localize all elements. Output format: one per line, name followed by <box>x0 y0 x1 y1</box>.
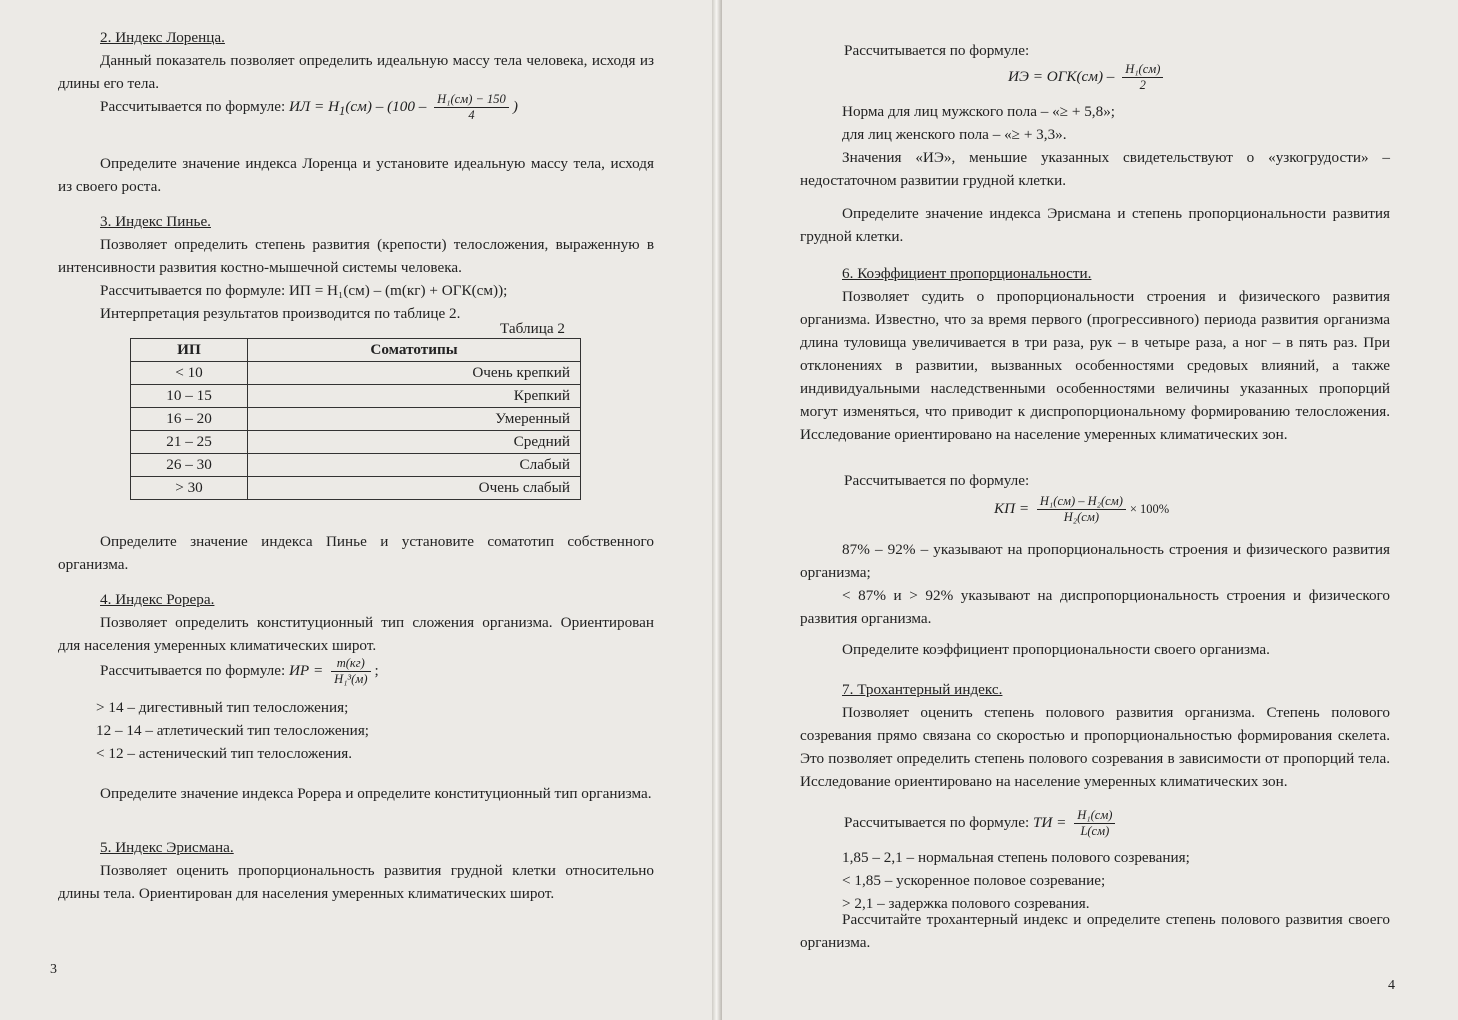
table-row <box>131 454 581 477</box>
erisman-title: 5. Индекс Эрисмана. <box>100 839 234 856</box>
pignet-task: Определите значение индекса Пинье и установите соматотип собственного организма. <box>58 533 654 573</box>
norm-note: Значения «ИЭ», меньшие указанных свидетельствуют о «узкогрудости» – недостаточном развитии грудной клетки. <box>800 149 1390 189</box>
right-page <box>722 0 1458 1020</box>
rohrer-section <box>58 588 654 657</box>
table-cell-ip: < 10 <box>131 362 248 385</box>
lorenz-task: Определите значение индекса Лоренца и установите идеальную массу тела, исходя из своего роста. <box>58 155 654 195</box>
erisman-formula-lead: Рассчитывается по формуле: <box>844 42 1030 59</box>
proportion-result: < 87% и > 92% указывают на диспропорциональность строения и физического развития организма. <box>800 587 1390 627</box>
rohrer-criterion: 12 – 14 – атлетический тип телосложения; <box>96 722 370 739</box>
lorenz-title: 2. Индекс Лоренца. <box>100 29 225 46</box>
trochanter-fraction: $\frac{\text{H₁(см)}}{L(см)}$ <box>1074 808 1115 839</box>
lorenz-text: Данный показатель позволяет определить идеальную массу тела человека, исходя из длины его тела. <box>58 52 654 92</box>
table-cell-ip: 21 – 25 <box>131 431 248 454</box>
proportion-result: 87% – 92% – указывают на пропорциональность строения и физического развития организма; <box>800 541 1390 581</box>
pignet-text: Позволяет определить степень развития (крепости) телосложения, выраженную в интенсивности развития костно-мышечной системы человека. <box>58 236 654 276</box>
table-cell-somatotype: Средний <box>248 431 581 454</box>
norm-male: Норма для лиц мужского пола – «≥ + 5,8»; <box>842 103 1116 120</box>
proportion-formula: КП = $\frac{\text{H₁(см) – H₂(см)}}{\text{H₂(см)}}$ × 100% <box>994 494 1170 524</box>
rohrer-title: 4. Индекс Рорера. <box>100 591 215 608</box>
trochanter-criterion: 1,85 – 2,1 – нормальная степень полового созревания; <box>842 849 1190 866</box>
proportion-task: Определите коэффициент пропорциональности своего организма. <box>842 641 1270 658</box>
proportion-formula-lead: Рассчитывается по формуле: <box>844 472 1030 489</box>
trochanter-criteria <box>842 846 1392 915</box>
proportion-section <box>800 262 1390 446</box>
table-caption: Таблица 2 <box>500 320 565 337</box>
table-row <box>131 408 581 431</box>
erisman-task: Определите значение индекса Эрисмана и степень пропорциональности развития грудной клетки. <box>800 205 1390 245</box>
pignet-title: 3. Индекс Пинье. <box>100 213 211 230</box>
table-cell-ip: > 30 <box>131 477 248 500</box>
rohrer-criterion: < 12 – астенический тип телосложения. <box>96 745 353 762</box>
rohrer-fraction: $\frac{m(кг)}{\text{H₁³(м)}}$ <box>331 656 370 687</box>
trochanter-section <box>800 678 1390 793</box>
somatotype-table <box>130 338 581 500</box>
rohrer-task: Определите значение индекса Рорера и определите конституционный тип организма. <box>100 785 652 802</box>
lorenz-formula: Рассчитывается по формуле: ИЛ = $H_1(см) - (100$ – $\frac{\text{H₁(см) − 150}}{4}$ ) <box>100 92 518 122</box>
table-cell-ip: 26 – 30 <box>131 454 248 477</box>
erisman-formula: ИЭ = ОГК(см) – $\frac{\text{H₁(см)}}{2}$ <box>1008 62 1167 93</box>
pignet-formula: Рассчитывается по формуле: ИП = H₁(см) – (m(кг) + ОГК(см)); <box>100 282 508 299</box>
trochanter-task: Рассчитайте трохантерный индекс и определите степень полового развития своего организма. <box>800 911 1390 951</box>
table-cell-ip: 10 – 15 <box>131 385 248 408</box>
table-row <box>131 477 581 500</box>
erisman-section <box>58 836 654 905</box>
table-row <box>131 431 581 454</box>
page-number-right: 4 <box>1388 978 1395 993</box>
proportion-fraction: $\frac{\text{H₁(см) – H₂(см)}}{\text{H₂(см)}}$ <box>1037 494 1126 525</box>
trochanter-criterion: > 2,1 – задержка полового созревания. <box>842 895 1090 912</box>
pignet-section <box>58 210 654 325</box>
table-row <box>131 385 581 408</box>
pignet-interp: Интерпретация результатов производится по таблице 2. <box>100 305 461 322</box>
norm-female: для лиц женского пола – «≥ + 3,3». <box>842 126 1067 143</box>
trochanter-formula: Рассчитывается по формуле: ТИ = $\frac{\text{H₁(см)}}{L(см)}$ <box>844 808 1119 839</box>
proportion-title: 6. Коэффициент пропорциональности. <box>842 265 1092 282</box>
rohrer-criteria <box>96 696 656 765</box>
proportion-text: Позволяет судить о пропорциональности строения и физического развития организма. Известно, что за время первого (прогрессивного) периода развития организма длина туловища увеличивается в три раза, рук – в четыре раза, а ног – в пять раз. При отклонениях в развитии, вызванных особенностями средовых влияний, а также индивидуальными наследственными особенностями величины указанных пропорций могут изменяться, что приводит к диспропорциональному формированию телосложения. Исследование ориентировано на население умеренных климатических зон. <box>800 288 1390 443</box>
page-number-left: 3 <box>50 962 57 977</box>
proportion-results <box>800 538 1390 630</box>
table-cell-somatotype: Слабый <box>248 454 581 477</box>
erisman-text: Позволяет оценить пропорциональность развития грудной клетки относительно длины тела. Ориентирован для населения умеренных климатических широт. <box>58 862 654 902</box>
table-header-somatotype: Соматотипы <box>248 339 581 362</box>
rohrer-formula: Рассчитывается по формуле: ИР = $\frac{m(кг)}{\text{H₁³(м)}}$ ; <box>100 656 379 686</box>
lorenz-section <box>58 26 654 95</box>
table-header-row <box>131 339 581 362</box>
table-cell-somatotype: Очень крепкий <box>248 362 581 385</box>
trochanter-text: Позволяет оценить степень полового развития организма. Степень полового созревания прямо связана со скоростью и пропорциональностью формирования скелета. Это позволяет определить степень полового созревания в зависимости от пропорций тела. Исследование ориентировано на население умеренных климатических зон. <box>800 704 1390 790</box>
book-gutter <box>712 0 722 1020</box>
table-header-ip: ИП <box>131 339 248 362</box>
trochanter-criterion: < 1,85 – ускоренное половое созревание; <box>842 872 1106 889</box>
table-cell-somatotype: Очень слабый <box>248 477 581 500</box>
rohrer-text: Позволяет определить конституционный тип сложения организма. Ориентирован для населения умеренных климатических широт. <box>58 614 654 654</box>
table-cell-ip: 16 – 20 <box>131 408 248 431</box>
table-cell-somatotype: Крепкий <box>248 385 581 408</box>
erisman-norms <box>800 100 1390 192</box>
lorenz-fraction: $\frac{\text{H₁(см) − 150}}{4}$ <box>434 92 509 123</box>
table-row <box>131 362 581 385</box>
left-page <box>0 0 712 1020</box>
rohrer-criterion: > 14 – дигестивный тип телосложения; <box>96 699 349 716</box>
table-cell-somatotype: Умеренный <box>248 408 581 431</box>
erisman-fraction: $\frac{\text{H₁(см)}}{2}$ <box>1122 62 1163 93</box>
trochanter-title: 7. Трохантерный индекс. <box>842 681 1003 698</box>
